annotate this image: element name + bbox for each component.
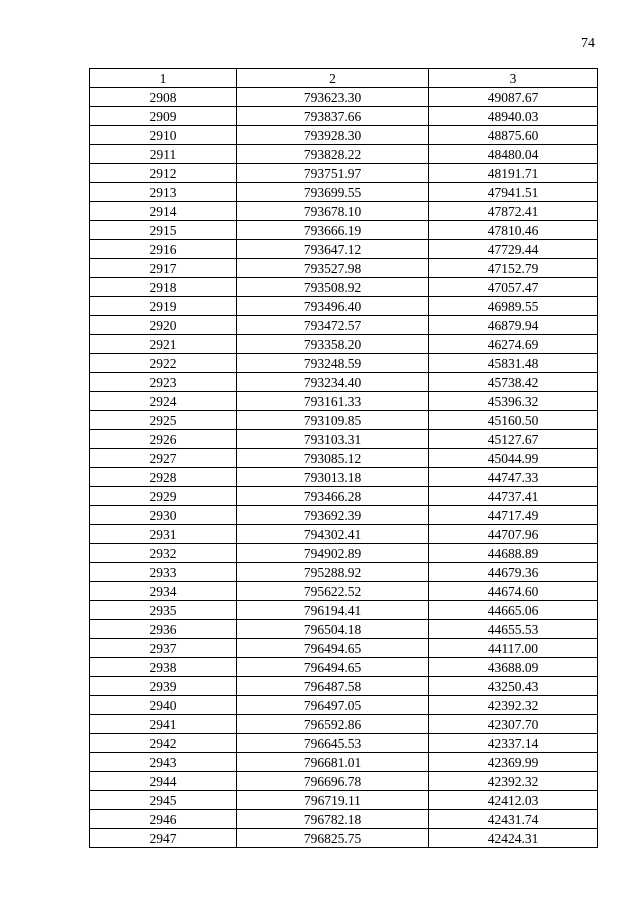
- point-number-cell: 2928: [90, 468, 237, 487]
- point-number-cell: 2924: [90, 392, 237, 411]
- x-coordinate-cell: 793751.97: [237, 164, 429, 183]
- y-coordinate-cell: 44747.33: [429, 468, 598, 487]
- table-row: [90, 373, 598, 392]
- table-row: [90, 525, 598, 544]
- x-coordinate-cell: 793472.57: [237, 316, 429, 335]
- x-coordinate-cell: 796194.41: [237, 601, 429, 620]
- table-row: [90, 107, 598, 126]
- y-coordinate-cell: 43688.09: [429, 658, 598, 677]
- point-number-cell: 2940: [90, 696, 237, 715]
- y-coordinate-cell: 42431.74: [429, 810, 598, 829]
- x-coordinate-cell: 794902.89: [237, 544, 429, 563]
- table-row: [90, 829, 598, 848]
- y-coordinate-cell: 42424.31: [429, 829, 598, 848]
- table-row: [90, 791, 598, 810]
- point-number-cell: 2931: [90, 525, 237, 544]
- y-coordinate-cell: 44674.60: [429, 582, 598, 601]
- point-number-cell: 2942: [90, 734, 237, 753]
- y-coordinate-cell: 47810.46: [429, 221, 598, 240]
- table-row: [90, 335, 598, 354]
- y-coordinate-cell: 44737.41: [429, 487, 598, 506]
- point-number-cell: 2943: [90, 753, 237, 772]
- page-number: 74: [581, 36, 595, 51]
- point-number-cell: 2912: [90, 164, 237, 183]
- x-coordinate-cell: 793666.19: [237, 221, 429, 240]
- x-coordinate-cell: 796494.65: [237, 658, 429, 677]
- y-coordinate-cell: 45044.99: [429, 449, 598, 468]
- y-coordinate-cell: 44679.36: [429, 563, 598, 582]
- y-coordinate-cell: 47941.51: [429, 183, 598, 202]
- y-coordinate-cell: 46274.69: [429, 335, 598, 354]
- table-row: [90, 316, 598, 335]
- point-number-cell: 2910: [90, 126, 237, 145]
- point-number-cell: 2926: [90, 430, 237, 449]
- point-number-cell: 2909: [90, 107, 237, 126]
- x-coordinate-cell: 793692.39: [237, 506, 429, 525]
- y-coordinate-cell: 42337.14: [429, 734, 598, 753]
- y-coordinate-cell: 49087.67: [429, 88, 598, 107]
- y-coordinate-cell: 47729.44: [429, 240, 598, 259]
- point-number-cell: 2939: [90, 677, 237, 696]
- y-coordinate-cell: 48480.04: [429, 145, 598, 164]
- y-coordinate-cell: 46989.55: [429, 297, 598, 316]
- table-row: [90, 772, 598, 791]
- table-row: [90, 734, 598, 753]
- x-coordinate-cell: 793085.12: [237, 449, 429, 468]
- x-coordinate-cell: 793248.59: [237, 354, 429, 373]
- point-number-cell: 2908: [90, 88, 237, 107]
- point-number-cell: 2933: [90, 563, 237, 582]
- table-row: [90, 221, 598, 240]
- x-coordinate-cell: 795622.52: [237, 582, 429, 601]
- column-header-3: 3: [429, 69, 598, 88]
- x-coordinate-cell: 796487.58: [237, 677, 429, 696]
- point-number-cell: 2921: [90, 335, 237, 354]
- y-coordinate-cell: 42307.70: [429, 715, 598, 734]
- coordinates-table: [89, 68, 598, 848]
- point-number-cell: 2914: [90, 202, 237, 221]
- table-row: [90, 145, 598, 164]
- x-coordinate-cell: 796825.75: [237, 829, 429, 848]
- table-row: [90, 753, 598, 772]
- x-coordinate-cell: 793828.22: [237, 145, 429, 164]
- x-coordinate-cell: 793678.10: [237, 202, 429, 221]
- y-coordinate-cell: 45738.42: [429, 373, 598, 392]
- x-coordinate-cell: 796782.18: [237, 810, 429, 829]
- table-row: [90, 411, 598, 430]
- point-number-cell: 2930: [90, 506, 237, 525]
- point-number-cell: 2917: [90, 259, 237, 278]
- x-coordinate-cell: 793699.55: [237, 183, 429, 202]
- y-coordinate-cell: 44688.89: [429, 544, 598, 563]
- x-coordinate-cell: 796494.65: [237, 639, 429, 658]
- y-coordinate-cell: 45127.67: [429, 430, 598, 449]
- table-row: [90, 88, 598, 107]
- x-coordinate-cell: 793508.92: [237, 278, 429, 297]
- table-row: [90, 183, 598, 202]
- table-row: [90, 487, 598, 506]
- point-number-cell: 2927: [90, 449, 237, 468]
- x-coordinate-cell: 793647.12: [237, 240, 429, 259]
- table-row: [90, 582, 598, 601]
- y-coordinate-cell: 42392.32: [429, 772, 598, 791]
- point-number-cell: 2913: [90, 183, 237, 202]
- x-coordinate-cell: 796497.05: [237, 696, 429, 715]
- point-number-cell: 2923: [90, 373, 237, 392]
- table-row: [90, 563, 598, 582]
- x-coordinate-cell: 793103.31: [237, 430, 429, 449]
- x-coordinate-cell: 793837.66: [237, 107, 429, 126]
- x-coordinate-cell: 796504.18: [237, 620, 429, 639]
- x-coordinate-cell: 796696.78: [237, 772, 429, 791]
- table-body: [90, 88, 598, 848]
- point-number-cell: 2941: [90, 715, 237, 734]
- y-coordinate-cell: 44655.53: [429, 620, 598, 639]
- x-coordinate-cell: 796592.86: [237, 715, 429, 734]
- point-number-cell: 2938: [90, 658, 237, 677]
- point-number-cell: 2936: [90, 620, 237, 639]
- x-coordinate-cell: 793466.28: [237, 487, 429, 506]
- x-coordinate-cell: 795288.92: [237, 563, 429, 582]
- y-coordinate-cell: 47872.41: [429, 202, 598, 221]
- table-header-row: [90, 69, 598, 88]
- point-number-cell: 2945: [90, 791, 237, 810]
- y-coordinate-cell: 44717.49: [429, 506, 598, 525]
- table-row: [90, 126, 598, 145]
- point-number-cell: 2918: [90, 278, 237, 297]
- table-row: [90, 696, 598, 715]
- y-coordinate-cell: 45831.48: [429, 354, 598, 373]
- table-row: [90, 810, 598, 829]
- x-coordinate-cell: 793496.40: [237, 297, 429, 316]
- x-coordinate-cell: 793234.40: [237, 373, 429, 392]
- table-row: [90, 658, 598, 677]
- table-row: [90, 468, 598, 487]
- table-row: [90, 430, 598, 449]
- table-row: [90, 601, 598, 620]
- table-row: [90, 240, 598, 259]
- table-row: [90, 506, 598, 525]
- y-coordinate-cell: 48191.71: [429, 164, 598, 183]
- x-coordinate-cell: 793623.30: [237, 88, 429, 107]
- x-coordinate-cell: 793013.18: [237, 468, 429, 487]
- point-number-cell: 2915: [90, 221, 237, 240]
- table-row: [90, 354, 598, 373]
- point-number-cell: 2935: [90, 601, 237, 620]
- y-coordinate-cell: 45160.50: [429, 411, 598, 430]
- table-row: [90, 278, 598, 297]
- x-coordinate-cell: 793161.33: [237, 392, 429, 411]
- y-coordinate-cell: 42369.99: [429, 753, 598, 772]
- y-coordinate-cell: 47057.47: [429, 278, 598, 297]
- point-number-cell: 2919: [90, 297, 237, 316]
- column-header-1: 1: [90, 69, 237, 88]
- point-number-cell: 2944: [90, 772, 237, 791]
- table-row: [90, 544, 598, 563]
- point-number-cell: 2925: [90, 411, 237, 430]
- y-coordinate-cell: 44117.00: [429, 639, 598, 658]
- y-coordinate-cell: 48875.60: [429, 126, 598, 145]
- y-coordinate-cell: 46879.94: [429, 316, 598, 335]
- point-number-cell: 2947: [90, 829, 237, 848]
- point-number-cell: 2929: [90, 487, 237, 506]
- point-number-cell: 2920: [90, 316, 237, 335]
- table-row: [90, 164, 598, 183]
- x-coordinate-cell: 796645.53: [237, 734, 429, 753]
- point-number-cell: 2934: [90, 582, 237, 601]
- y-coordinate-cell: 42392.32: [429, 696, 598, 715]
- table-row: [90, 259, 598, 278]
- x-coordinate-cell: 796719.11: [237, 791, 429, 810]
- x-coordinate-cell: 794302.41: [237, 525, 429, 544]
- table-row: [90, 639, 598, 658]
- y-coordinate-cell: 45396.32: [429, 392, 598, 411]
- x-coordinate-cell: 793527.98: [237, 259, 429, 278]
- table-row: [90, 297, 598, 316]
- point-number-cell: 2911: [90, 145, 237, 164]
- point-number-cell: 2946: [90, 810, 237, 829]
- x-coordinate-cell: 793358.20: [237, 335, 429, 354]
- y-coordinate-cell: 47152.79: [429, 259, 598, 278]
- column-header-2: 2: [237, 69, 429, 88]
- table-row: [90, 392, 598, 411]
- x-coordinate-cell: 793109.85: [237, 411, 429, 430]
- y-coordinate-cell: 44707.96: [429, 525, 598, 544]
- point-number-cell: 2932: [90, 544, 237, 563]
- table-row: [90, 202, 598, 221]
- x-coordinate-cell: 796681.01: [237, 753, 429, 772]
- y-coordinate-cell: 44665.06: [429, 601, 598, 620]
- table-row: [90, 715, 598, 734]
- y-coordinate-cell: 43250.43: [429, 677, 598, 696]
- point-number-cell: 2916: [90, 240, 237, 259]
- table-row: [90, 620, 598, 639]
- y-coordinate-cell: 48940.03: [429, 107, 598, 126]
- table-row: [90, 449, 598, 468]
- point-number-cell: 2922: [90, 354, 237, 373]
- point-number-cell: 2937: [90, 639, 237, 658]
- x-coordinate-cell: 793928.30: [237, 126, 429, 145]
- table-row: [90, 677, 598, 696]
- y-coordinate-cell: 42412.03: [429, 791, 598, 810]
